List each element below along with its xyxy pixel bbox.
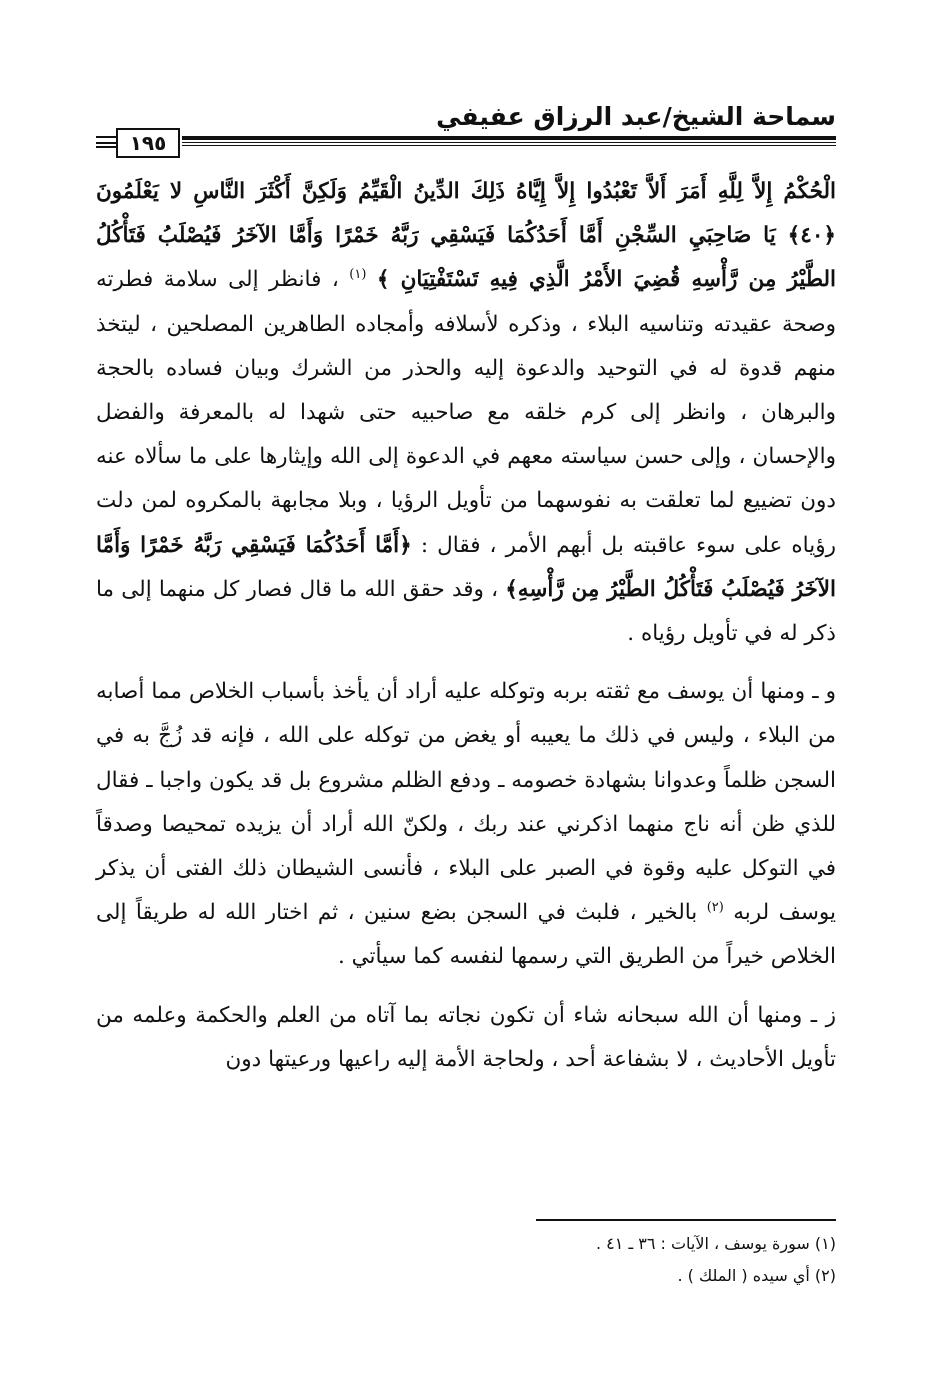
header-rule-thick [182, 136, 836, 140]
paragraph-2 [96, 670, 836, 979]
header-title: سماحة الشيخ/عبد الرزاق عفيفي [436, 102, 836, 131]
header-rule-thin [182, 142, 836, 143]
footnote-separator [536, 1219, 836, 1221]
paragraph-text: ، فانظر إلى سلامة فطرته وصحة عقيدته وتناسيه البلاء ، وذكره لأسلافه وأمجاده الطاهرين المصلحين ، ليتخذ منهم قدوة له في التوحيد والدعوة إليه والحذر من الشرك وبيان فساده بالحجة والبرهان ، وانظر إلى كرم خلقه مع صاحبيه حتى شهدا له بالمعرفة والفضل والإحسان ، وإلى حسن سياسته معهم في الدعوة إلى الله وإيثارها على ما سألاه عنه دون تضييع لما تعلقت به نفوسهما من تأويل الرؤيا ، وبلا مجابهة بالمكروه لمن دلت رؤياه على سوء عاقبته بل أبهم الأمر ، فقال : [96, 267, 836, 558]
footnotes [96, 1228, 836, 1292]
paragraph-text: ز ـ ومنها أن الله سبحانه شاء أن تكون نجاته بما آتاه من العلم والحكمة وعلمه من تأويل الأحاديث ، لا بشفاعة أحد ، ولحاجة الأمة إليه راعيها ورعيتها دون [96, 1002, 836, 1072]
header-rule-left [96, 136, 116, 138]
paragraph-1 [96, 170, 836, 656]
header-rule-thin [182, 145, 836, 146]
page-number: ١٩٥ [116, 128, 180, 158]
footnote-ref: (٢) [706, 900, 724, 916]
footnote-1: (١) سورة يوسف ، الآيات : ٣٦ ـ ٤١ . [596, 1234, 836, 1253]
header-rule-left [96, 146, 116, 148]
running-header [96, 98, 836, 158]
paragraph-text: ، وقد حقق الله ما قال فصار كل منهما إلى ما ذكر له في تأويل رؤياه . [96, 576, 836, 647]
quran-verse: الْحُكْمُ إِلاَّ لِلَّهِ أَمَرَ أَلاَّ تَعْبُدُوا إِلاَّ إِيَّاهُ ذَلِكَ الدِّينُ الْقَيِّمُ وَلَكِنَّ أَكْثَرَ النَّاسِ لا يَعْلَمُونَ ﴿٤٠﴾ يَا صَاحِبَيِ السِّجْنِ أَمَّا أَحَدُكُمَا فَيَسْقِي رَبَّهُ خَمْرًا وَأَمَّا الآخَرُ فَيُصْلَبُ فَتَأْكُلُ الطَّيْرُ مِن رَّأْسِهِ قُضِيَ الأَمْرُ الَّذِي فِيهِ تَسْتَفْتِيَانِ ﴾ [96, 179, 836, 293]
paragraph-text: و ـ ومنها أن يوسف مع ثقته بربه وتوكله عليه أراد أن يأخذ بأسباب الخلاص مما أصابه من البلاء ، وليس في ذلك ما يعيبه أو يغض من توكله على الله ، فإنه قد زُجَّ به في السجن ظلماً وعدوانا بشهادة خصومه ـ ودفع الظلم مشروع بل قد يكون واجبا ـ فقال للذي ظن أنه ناج منهما اذكرني عند ربك ، ولكنّ الله أراد أن يزيده تمحيصا وصدقاً في التوكل عليه وقوة في الصبر على البلاء ، فأنسى الشيطان ذلك الفتى أن يذكر يوسف لربه [96, 679, 836, 926]
quran-verse: ﴿أَمَّا أَحَدُكُمَا فَيَسْقِي رَبَّهُ خَمْرًا وَأَمَّا الآخَرُ فَيُصْلَبُ فَتَأْكُلُ الطَّيْرُ مِن رَّأْسِهِ﴾ [96, 532, 836, 602]
paragraph-text: بالخير ، فلبث في السجن بضع سنين ، ثم اختار الله له طريقاً إلى الخلاص خيراً من الطريق التي رسمها لنفسه كما سيأتي . [96, 900, 836, 970]
footnote-ref: (١) [349, 267, 367, 283]
header-rule-left [96, 142, 116, 144]
footnote-2: (٢) أي سيده ( الملك ) . [677, 1266, 836, 1285]
main-text [96, 170, 836, 1082]
paragraph-3 [96, 994, 836, 1082]
